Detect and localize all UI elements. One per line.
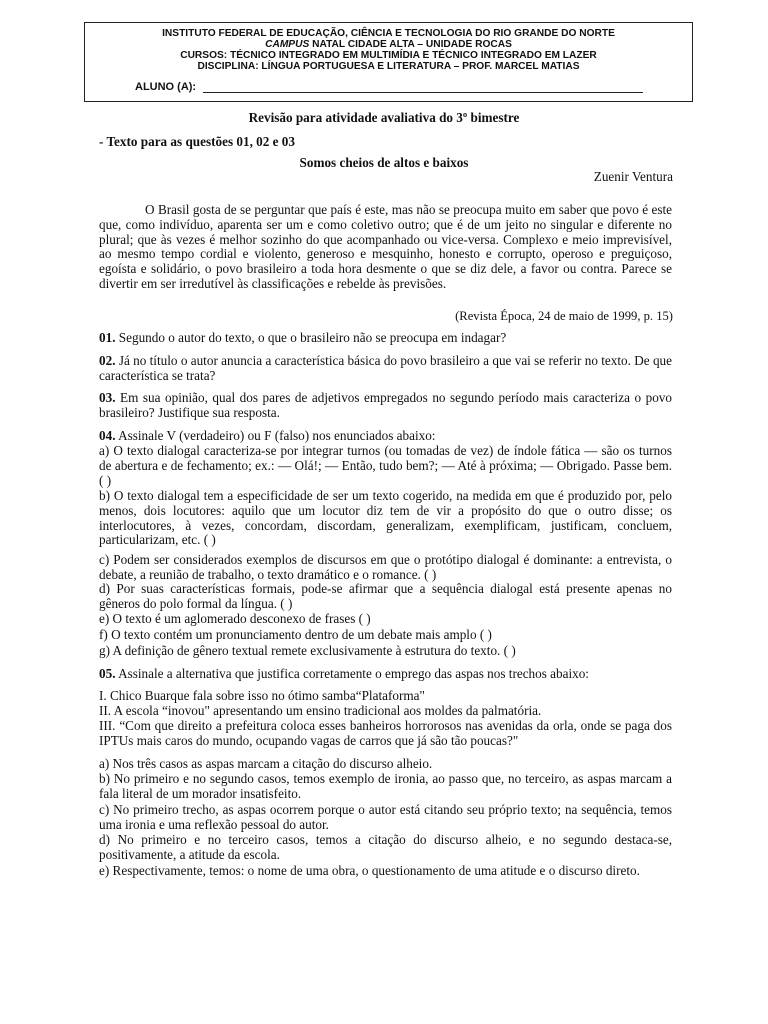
q5-excerpt-2: II. A escola “inovou" apresentando um ensino tradicional aos moldes da palmatória. (99, 703, 542, 718)
q4-item-e: e) O texto é um aglomerado desconexo de frases ( ) (99, 611, 371, 626)
institute-name: INSTITUTO FEDERAL DE EDUCAÇÃO, CIÊNCIA E TECNOLOGIA DO RIO GRANDE DO NORTE (162, 28, 615, 39)
text-author: Zuenir Ventura (593, 169, 673, 184)
q4-item-b: b) O texto dialogal tem a especificidade de ser um texto cogerido, na medida em que é produzido por, pelo menos, dois locutores: aquilo que um locutor diz tem de vir a propósito do que o outro disse; os interlocutores, à vezes, concordam, discordam, generalizam, exemplificam, justificam, concluem, particularizam, etc. ( ) (99, 488, 672, 548)
q4-item-f: f) O texto contém um pronunciamento dentro de um debate mais amplo ( ) (99, 627, 492, 642)
student-name-line (203, 92, 643, 93)
question-01 (99, 331, 672, 346)
question-02 (99, 354, 672, 384)
text-title: Somos cheios de altos e baixos (299, 155, 469, 170)
q4-item-c: c) Podem ser considerados exemplos de discursos em que o protótipo dialogal é dominante: a entrevista, o debate, a reunião de trabalho, o texto dramático e o romance. ( ) (99, 552, 672, 582)
text-body (99, 203, 672, 292)
discipline-line: DISCIPLINA: LÍNGUA PORTUGUESA E LITERATURA – PROF. MARCEL MATIAS (197, 61, 580, 72)
question-04 (99, 429, 672, 444)
question-text: Assinale V (verdadeiro) ou F (falso) nos enunciados abaixo: (118, 428, 436, 443)
institution-header-box (84, 22, 693, 102)
question-number: 04. (99, 428, 116, 443)
q5-excerpt-3: III. “Com que direito a prefeitura coloca esses banheiros horrorosos nas avenidas da orla, onde se paga dos IPTUs mais caros do mundo, ocupando vagas de carros que já são tão poucas?" (99, 718, 672, 748)
question-text: Segundo o autor do texto, o que o brasileiro não se preocupa em indagar? (118, 330, 507, 345)
question-text: Assinale a alternativa que justifica corretamente o emprego das aspas nos trechos abaixo: (118, 666, 589, 681)
question-03 (99, 391, 672, 421)
text-source: (Revista Época, 24 de maio de 1999, p. 15) (455, 309, 673, 323)
student-label: ALUNO (A): (135, 81, 197, 93)
courses-line: CURSOS: TÉCNICO INTEGRADO EM MULTIMÍDIA E TÉCNICO INTEGRADO EM LAZER (180, 50, 597, 61)
question-number: 05. (99, 666, 116, 681)
q5-option-d: d) No primeiro e no terceiro casos, temos a citação do discurso alheio, e no segundo destaca-se, positivamente, a atitude da escola. (99, 832, 672, 862)
q5-option-a: a) Nos três casos as aspas marcam a citação do discurso alheio. (99, 756, 433, 771)
q4-item-d: d) Por suas características formais, pode-se afirmar que a sequência dialogal está presente apenas no gêneros do polo formal da língua. ( ) (99, 581, 672, 611)
q4-item-g: g) A definição de gênero textual remete exclusivamente à estrutura do texto. ( ) (99, 643, 516, 658)
question-05 (99, 667, 672, 682)
question-text: Em sua opinião, qual dos pares de adjetivos empregados no segundo período mais caracteriza o povo brasileiro? Justifique sua resposta. (99, 390, 672, 420)
question-number: 03. (99, 390, 116, 405)
question-number: 02. (99, 353, 116, 368)
question-text: Já no título o autor anuncia a característica básica do povo brasileiro a que vai se referir no texto. De que característica se trata? (99, 353, 672, 383)
campus-label: CAMPUS (265, 39, 310, 50)
page-title: Revisão para atividade avaliativa do 3º bimestre (248, 110, 520, 125)
text-body-content: O Brasil gosta de se perguntar que país é este, mas não se preocupa muito em saber que povo é este que, como indivíduo, aparenta ser um e como coletivo outro; que é de um jeito no singular e diferente no plural; que às vezes é melhor sozinho do que acompanhado ou vice-versa. Complexo e meio imprevisível, ao mesmo tempo cordial e violento, generoso e mesquinho, honesto e corrupto, operoso e preguiçoso, egoísta e solidário, o povo brasileiro a toda hora desmente o que se diz dele, a favor ou contra. Parece se divertir em ser irredutível às classificações e rebelde às previsões. (99, 202, 672, 291)
q5-option-c: c) No primeiro trecho, as aspas ocorrem porque o autor está citando seu próprio texto; na sequência, temos uma ironia e uma reflexão pessoal do autor. (99, 802, 672, 832)
text-section-heading: - Texto para as questões 01, 02 e 03 (99, 134, 295, 149)
question-number: 01. (99, 330, 116, 345)
q4-item-a: a) O texto dialogal caracteriza-se por integrar turnos (ou tomadas de vez) de índole fática — são os turnos de abertura e de fechamento; ex.: — Olá!; — Então, tudo bem?; — Até à próxima; — Obrigado. Passe bem. ( ) (99, 443, 672, 488)
q5-excerpt-1: I. Chico Buarque fala sobre isso no ótimo samba“Plataforma" (99, 688, 425, 703)
campus-line (85, 39, 692, 50)
q5-option-e: e) Respectivamente, temos: o nome de uma obra, o questionamento de uma atitude e o discurso direto. (99, 863, 640, 878)
q5-option-b: b) No primeiro e no segundo casos, temos exemplo de ironia, ao passo que, no terceiro, as aspas marcam a fala literal de um morador insatisfeito. (99, 771, 672, 801)
campus-name: NATAL CIDADE ALTA – UNIDADE ROCAS (312, 39, 512, 50)
